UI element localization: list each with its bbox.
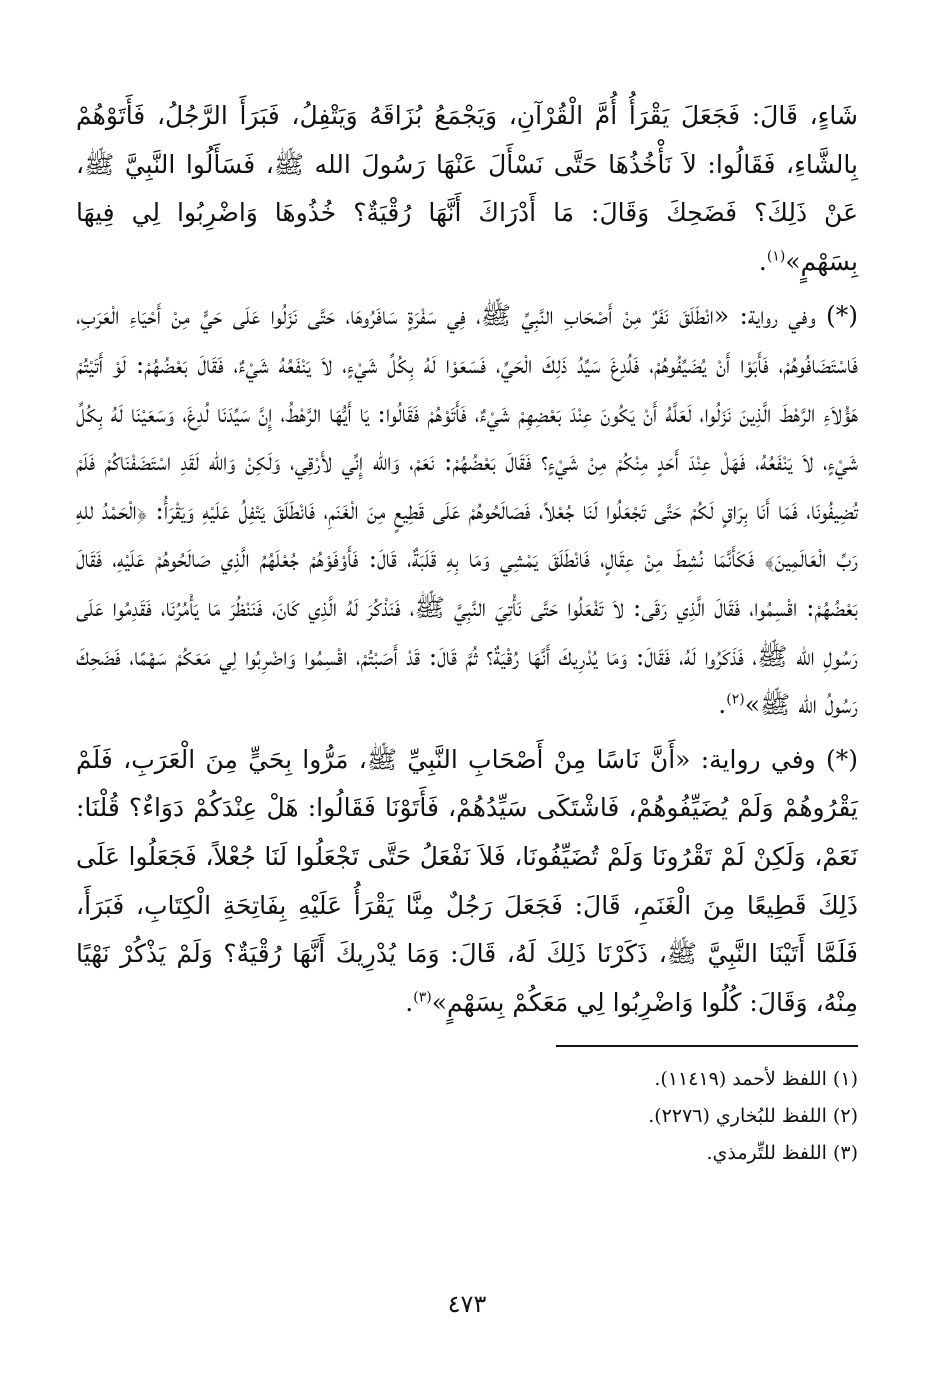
paragraph-3 bbox=[76, 736, 858, 1028]
paragraph-3-end: . bbox=[405, 987, 414, 1017]
paragraph-2-end: . bbox=[718, 690, 727, 720]
footnote-2: (٢) اللفظ للبُخاري (٢٢٧٦). bbox=[648, 1105, 858, 1128]
footnote-ref-2: (٢) bbox=[726, 691, 745, 708]
paragraph-3-text: (*) وفي رواية: «أَنَّ نَاسًا مِنْ أَصْحَابِ النَّبِيِّ ﷺ، مَرُّوا بِحَيٍّ مِنَ الْعَرَبِ، فَلَمْ يَقْرُوهُمْ وَلَمْ يُضَيِّفُوهُمْ، فَاشْتَكَى سَيِّدُهُمْ، فَأَتَوْنَا فَقَالُوا: هَلْ عِنْدَكُمْ دَوَاءٌ؟ قُلْنَا: نَعَمْ، وَلَكِنْ لَمْ تَقْرُونَا وَلَمْ تُضَيِّفُونَا، فَلاَ نَفْعَلُ حَتَّى تَجْعَلُوا لَنَا جُعْلاً، فَجَعَلُوا عَلَى ذَلِكَ قَطِيعًا مِنَ الْغَنَمِ، قَالَ: فَجَعَلَ رَجُلٌ مِنَّا يَقْرَأُ عَلَيْهِ بِفَاتِحَةِ الْكِتَابِ، فَبَرَأَ، فَلَمَّا أَتَيْنَا النَّبِيَّ ﷺ، ذَكَرْنَا ذَلِكَ لَهُ، قَالَ: وَمَا يُدْرِيكَ أَنَّهَا رُقْيَةٌ؟ وَلَمْ يَذْكُرْ نَهْيًا مِنْهُ، وَقَالَ: كُلُوا وَاضْرِبُوا لِي مَعَكُمْ بِسَهْمٍ» bbox=[76, 744, 858, 1017]
paragraph-2 bbox=[76, 292, 858, 729]
paragraph-1-text: شَاءٍ، قَالَ: فَجَعَلَ يَقْرَأُ أُمَّ الْقُرْآنِ، وَيَجْمَعُ بُزَاقَهُ وَيَتْفِلُ، فَبَرَأَ الرَّجُلُ، فَأَتَوْهُمْ بِالشَّاءِ، فَقَالُوا: لاَ نَأْخُذُهَا حَتَّى نَسْأَلَ عَنْهَا رَسُولَ الله ﷺ، فَسَأَلُوا النَّبِيَّ ﷺ، عَنْ ذَلِكَ؟ فَضَحِكَ وَقَالَ: مَا أَدْرَاكَ أَنَّهَا رُقْيَةٌ؟ خُذُوهَا وَاضْرِبُوا لِي فِيهَا بِسَهْمٍ» bbox=[76, 101, 858, 276]
page-number: ٤٧٣ bbox=[447, 1290, 487, 1318]
footnote-separator bbox=[556, 1045, 858, 1047]
main-text bbox=[76, 92, 858, 1027]
paragraph-1-end: . bbox=[758, 246, 767, 276]
footnotes bbox=[76, 1061, 858, 1172]
footnote-ref-1: (١) bbox=[766, 248, 786, 265]
footnote-3: (٣) اللفظ للتِّرمذي. bbox=[706, 1142, 858, 1165]
footnote-1: (١) اللفظ لأحمد (١١٤١٩). bbox=[654, 1068, 858, 1091]
paragraph-2-text: (*) وفي رواية: «انْطَلَقَ نَفَرٌ مِنْ أَصْحَابِ النَّبِيِّ ﷺ، فِي سَفْرَةٍ سَافَرُوهَا، حَتَّى نَزَلُوا عَلَى حَيٍّ مِنْ أَحْيَاءِ الْعَرَبِ، فَاسْتَضَافُوهُمْ، فَأَبَوْا أَنْ يُضَيِّفُوهُمْ، فَلُدِغَ سَيِّدُ ذَلِكَ الْحَيِّ، فَسَعَوْا لَهُ بِكُلِّ شَيْءٍ، لاَ يَنْفَعُهُ شَيْءٌ، فَقَالَ بَعْضُهُمْ: لَوْ أَتَيْتُمْ هَؤُلاَءِ الرَّهْطَ الَّذِينَ نَزَلُوا، لَعَلَّهُ أَنْ يَكُونَ عِنْدَ بَعْضِهِمْ شَيْءٌ، فَأَتَوْهُمْ فَقَالُوا: يَا أَيُّهَا الرَّهْطُ، إِنَّ سَيِّدَنَا لُدِغَ، وَسَعَيْنَا لَهُ بِكُلِّ شَيْءٍ، لاَ يَنْفَعُهُ، فَهَلْ عِنْدَ أَحَدٍ مِنْكُمْ مِنْ شَيْءٍ؟ فَقَالَ بَعْضُهُمْ: نَعَمْ، وَالله إِنِّي لأَرْقِي، وَلَكِنْ وَالله لَقَدِ اسْتَضَفْنَاكُمْ فَلَمْ تُضِيفُونَا، فَمَا أَنَا بِرَاقٍ لَكُمْ حَتَّى تَجْعَلُوا لَنَا جُعْلاً، فَصَالَحُوهُمْ عَلَى قَطِيعٍ مِنَ الْغَنَمِ، فَانْطَلَقَ يَتْفِلُ عَلَيْهِ وَيَقْرَأُ: ﴿الْحَمْدُ للهِ رَبِّ الْعَالَمِينَ﴾ فَكَأَنَّمَا نُشِطَ مِنْ عِقَالٍ، فَانْطَلَقَ يَمْشِي وَمَا بِهِ قَلَبَةٌ، قَالَ: فَأَوْفَوْهُمْ جُعْلَهُمُ الَّذِي صَالَحُوهُمْ عَلَيْهِ، فَقَالَ بَعْضُهُمْ: اقْسِمُوا، فَقَالَ الَّذِي رَقَى: لاَ تَفْعَلُوا حَتَّى نَأْتِيَ النَّبِيَّ ﷺ، فَنَذْكُرَ لَهُ الَّذِي كَانَ، فَنَنْظُرَ مَا يَأْمُرُنَا، فَقَدِمُوا عَلَى رَسُولِ الله ﷺ، فَذَكَرُوا لَهُ، فَقَالَ: وَمَا يُدْرِيكَ أَنَّهَا رُقْيَةٌ؟ ثُمَّ قَالَ: قَدْ أَصَبْتُمْ، اقْسِمُوا وَاضْرِبُوا لِي مَعَكُمْ سَهْمًا، فَضَحِكَ رَسُولُ الله ﷺ» bbox=[76, 301, 858, 720]
paragraph-1 bbox=[76, 92, 858, 286]
footnote-ref-3: (٣) bbox=[413, 989, 432, 1006]
